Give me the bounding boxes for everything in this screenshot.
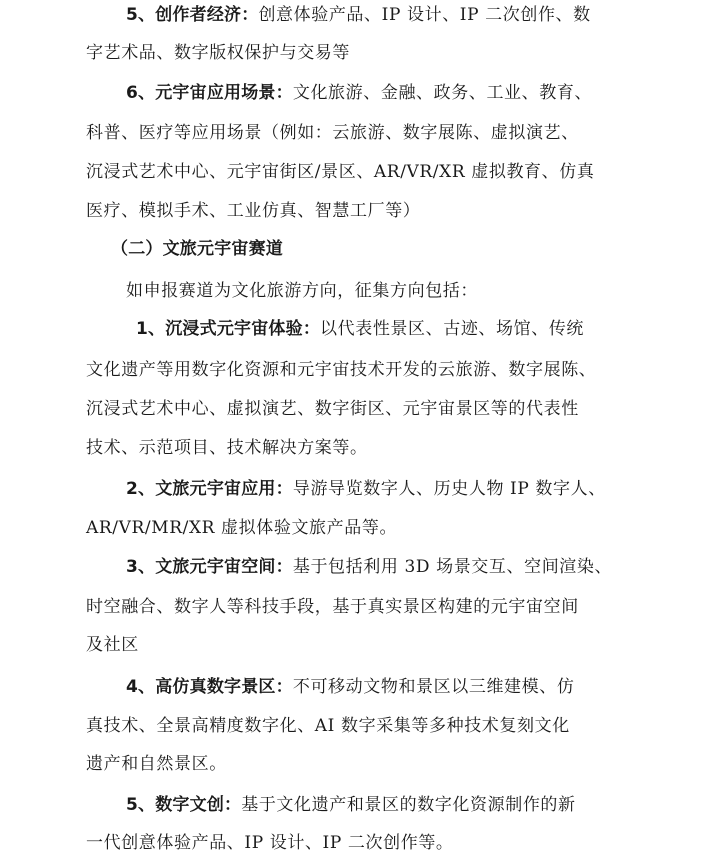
item-label: 1、沉浸式元宇宙体验： bbox=[136, 319, 321, 339]
item-label: 5、创作者经济： bbox=[126, 5, 259, 25]
section-heading: （二）文旅元宇宙赛道 bbox=[111, 239, 283, 259]
item-tourism-application-line-2: AR/VR/MR/XR 虚拟体验文旅产品等。 bbox=[86, 518, 398, 538]
paragraph-metaverse-scenarios-line-4: 医疗、模拟手术、工业仿真、智慧工厂等） bbox=[86, 201, 421, 221]
item-label: 6、元宇宙应用场景： bbox=[126, 83, 293, 103]
item-digital-creative-line-2: 一代创意体验产品、IP 设计、IP 二次创作等。 bbox=[86, 833, 454, 853]
paragraph-creator-economy-line-2: 字艺术品、数字版权保护与交易等 bbox=[86, 43, 350, 63]
item-text: 不可移动文物和景区以三维建模、仿 bbox=[292, 677, 575, 697]
item-tourism-application-line-1 bbox=[126, 478, 606, 500]
item-label: 5、数字文创： bbox=[126, 795, 242, 815]
item-text: 以代表性景区、古迹、场馆、传统 bbox=[320, 319, 585, 339]
paragraph-metaverse-scenarios-line-2: 科普、医疗等应用场景（例如：云旅游、数字展陈、虚拟演艺、 bbox=[86, 123, 579, 143]
paragraph-metaverse-scenarios-line-3: 沉浸式艺术中心、元宇宙街区/景区、AR/VR/XR 虚拟教育、仿真 bbox=[86, 162, 595, 182]
item-digital-scenic-line-1 bbox=[126, 676, 574, 698]
item-text: 导游导览数字人、历史人物 IP 数字人、 bbox=[292, 479, 606, 499]
item-label: 3、文旅元宇宙空间： bbox=[126, 557, 293, 577]
item-text: 文化旅游、金融、政务、工业、教育、 bbox=[292, 83, 593, 103]
item-immersive-experience-line-3: 沉浸式艺术中心、虚拟演艺、数字街区、元宇宙景区等的代表性 bbox=[86, 399, 579, 419]
item-label: 2、文旅元宇宙应用： bbox=[126, 479, 293, 499]
section-intro: 如申报赛道为文化旅游方向，征集方向包括： bbox=[126, 281, 478, 301]
item-label: 4、高仿真数字景区： bbox=[126, 677, 293, 697]
paragraph-metaverse-scenarios-line-1 bbox=[126, 82, 592, 104]
item-immersive-experience-line-1 bbox=[136, 318, 584, 340]
item-tourism-space-line-3: 及社区 bbox=[86, 635, 139, 655]
item-text: 基于包括利用 3D 场景交互、空间渲染、 bbox=[292, 557, 613, 577]
item-digital-scenic-line-2: 真技术、全景高精度数字化、AI 数字采集等多种技术复刻文化 bbox=[86, 716, 570, 736]
item-immersive-experience-line-2: 文化遗产等用数字化资源和元宇宙技术开发的云旅游、数字展陈、 bbox=[86, 360, 597, 380]
item-tourism-space-line-1 bbox=[126, 556, 612, 578]
item-digital-scenic-line-3: 遗产和自然景区。 bbox=[86, 754, 227, 774]
item-text: 基于文化遗产和景区的数字化资源制作的新 bbox=[241, 795, 576, 815]
item-tourism-space-line-2: 时空融合、数字人等科技手段，基于真实景区构建的元宇宙空间 bbox=[86, 597, 579, 617]
item-immersive-experience-line-4: 技术、示范项目、技术解决方案等。 bbox=[86, 438, 368, 458]
paragraph-creator-economy-line-1 bbox=[126, 4, 591, 26]
item-text: 创意体验产品、IP 设计、IP 二次创作、数 bbox=[258, 5, 591, 25]
item-digital-creative-line-1 bbox=[126, 794, 576, 816]
